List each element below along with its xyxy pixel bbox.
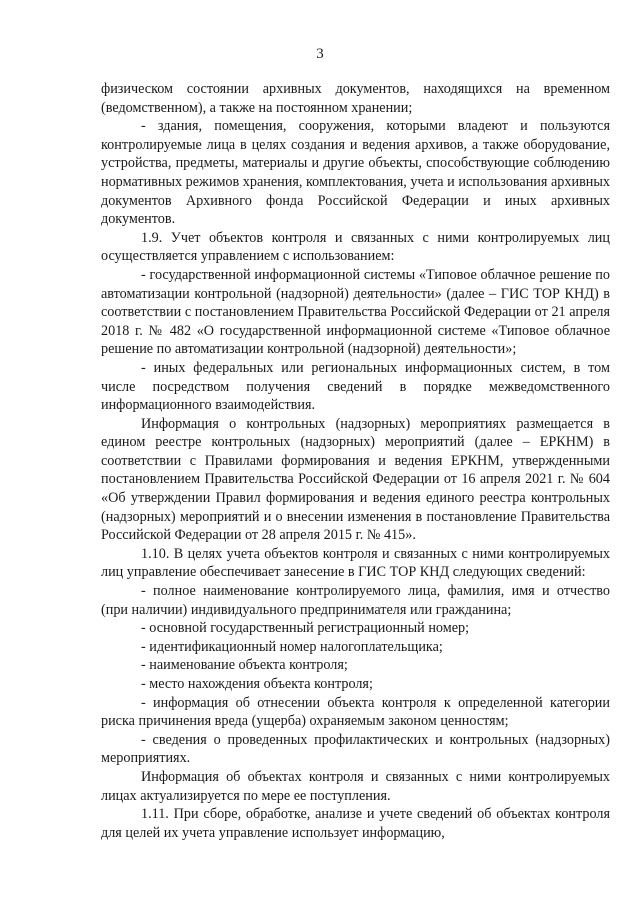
paragraph: - место нахождения объекта контроля;	[141, 676, 373, 692]
paragraph: - идентификационный номер налогоплательщика;	[141, 638, 443, 655]
page-number: 3	[316, 46, 324, 62]
paragraph: физическом состоянии архивных документов, находящихся на временном (ведомственном), а также на постоянном хранении;	[101, 81, 610, 116]
paragraph: Информация об объектах контроля и связанных с ними контролируемых лицах актуализируется по мере ее поступления.	[101, 768, 610, 804]
paragraph: - сведения о проведенных профилактических и контрольных (надзорных) мероприятиях.	[101, 731, 610, 767]
document-body	[101, 80, 610, 842]
paragraph: - иных федеральных или региональных информационных систем, в том числе посредством получения сведений в порядке межведомственного информационного взаимодействия.	[101, 359, 610, 414]
paragraph: - государственной информационной системы «Типовое облачное решение по автоматизации контрольной (надзорной) деятельности» (далее – ГИС ТОР КНД) в соответствии с постановлением Правительства Российской Федерации от 21 апреля 2018 г. № 482 «О государственной информационной системе «Типовое облачное решение по автоматизации контрольной (надзорной) деятельности»;	[101, 266, 610, 358]
paragraph: - здания, помещения, сооружения, которыми владеют и пользуются контролируемые лица в целях создания и ведения архивов, а также оборудование, устройства, предметы, материалы и другие объекты, способствующие соблюдению нормативных режимов хранения, комплектования, учета и использования архивных документов Архивного фонда Российской Федерации и иных архивных документов.	[101, 118, 610, 228]
paragraph: 1.10. В целях учета объектов контроля и связанных с ними контролируемых лиц управление обеспечивает занесение в ГИС ТОР КНД следующих сведений:	[101, 545, 610, 581]
paragraph: - наименование объекта контроля;	[141, 657, 348, 674]
paragraph: - полное наименование контролируемого лица, фамилия, имя и отчество (при наличии) индивидуального предпринимателя или гражданина;	[101, 583, 610, 618]
paragraph: 1.11. При сборе, обработке, анализе и учете сведений об объектах контроля для целей их учета управление использует информацию,	[101, 806, 610, 841]
paragraph: Информация о контрольных (надзорных) мероприятиях размещается в едином реестре контрольных (надзорных) мероприятий (далее – ЕРКНМ) в соответствии с Правилами формирования и ведения ЕРКНМ, утвержденными постановлением Правительства Российской Федерации от 16 апреля 2021 г. № 604 «Об утверждении Правил формирования и ведения единого реестра контрольных (надзорных) мероприятий и о внесении изменения в постановление Правительства Российской Федерации от 28 апреля 2015 г. № 415».	[101, 415, 610, 544]
paragraph: - основной государственный регистрационный номер;	[141, 620, 470, 637]
paragraph: 1.9. Учет объектов контроля и связанных с ними контролируемых лиц осуществляется управлением с использованием:	[101, 229, 610, 265]
paragraph: - информация об отнесении объекта контроля к определенной категории риска причинения вреда (ущерба) охраняемым законом ценностям;	[101, 694, 610, 730]
